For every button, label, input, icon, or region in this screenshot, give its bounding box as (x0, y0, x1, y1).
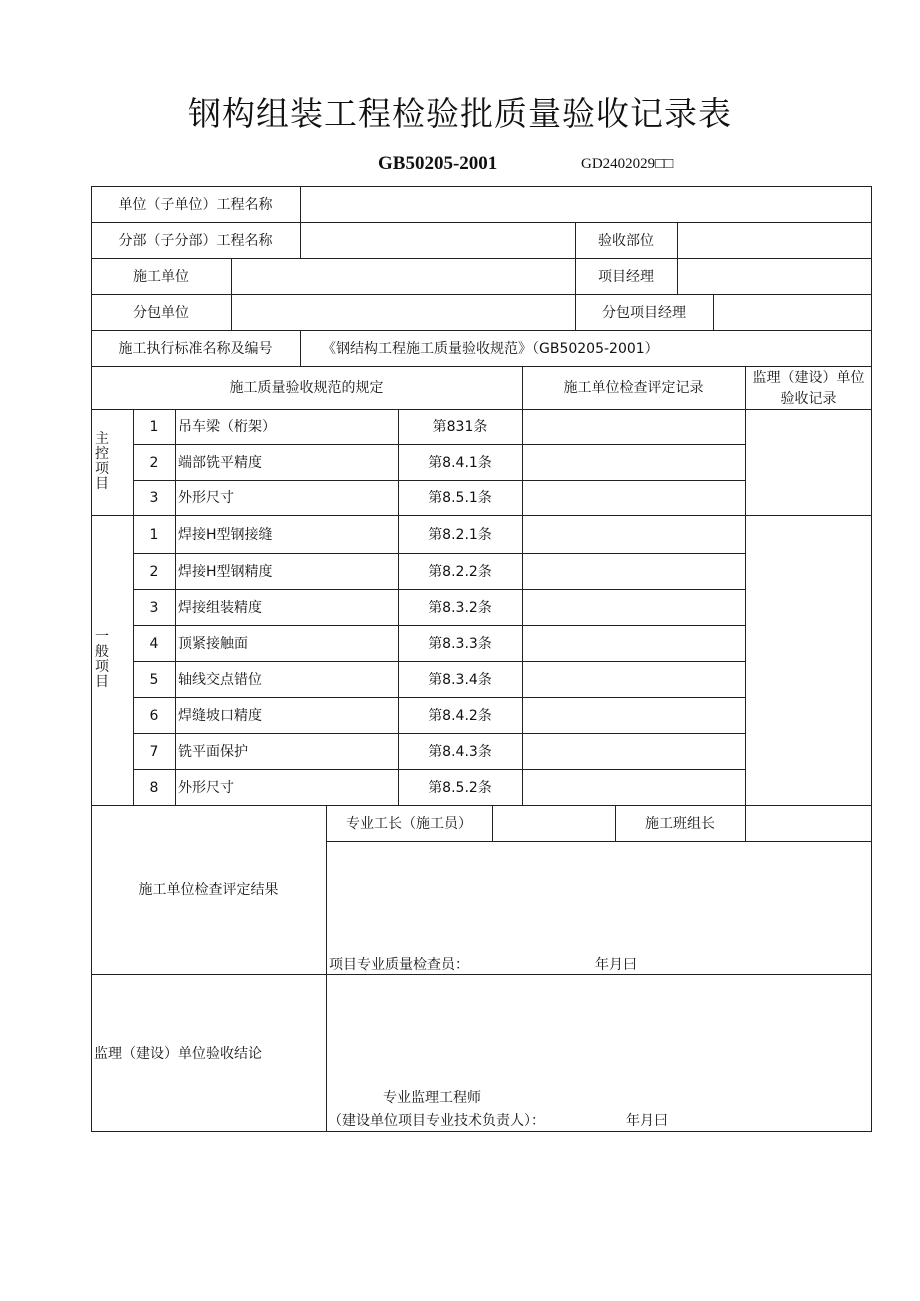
row-divider (133, 480, 746, 481)
row-divider (326, 841, 872, 842)
subcontractor-label: 分包单位 (133, 305, 189, 321)
project-name-label: 单位（子单位）工程名称 (118, 197, 273, 213)
row-number: 1 (149, 419, 159, 435)
col-divider (677, 222, 678, 294)
row-divider (91, 974, 872, 975)
row-clause: 第8.4.1条 (428, 455, 492, 471)
construction-result-label: 施工单位检查评定结果 (138, 882, 279, 898)
col-divider (175, 409, 176, 805)
standard-label: 施工执行标准名称及编号 (118, 341, 273, 357)
row-divider (91, 366, 872, 367)
row-divider (91, 294, 872, 295)
row-divider (133, 733, 746, 734)
col-divider (713, 294, 714, 330)
row-clause: 第831条 (432, 419, 488, 435)
page-title: 钢构组装工程检验批质量验收记录表 (188, 94, 732, 133)
row-divider (133, 625, 746, 626)
row-number: 1 (149, 527, 159, 543)
row-divider (91, 805, 872, 806)
supervision-engineer-label: 专业监理工程师 (383, 1090, 481, 1106)
col-divider (231, 258, 232, 330)
row-clause: 第8.3.4条 (428, 672, 492, 688)
row-number: 4 (149, 636, 159, 652)
subproject-label: 分部（子分部）工程名称 (118, 233, 273, 249)
row-number: 7 (149, 744, 159, 760)
row-item: 外形尺寸 (178, 490, 234, 506)
row-divider (91, 409, 872, 410)
row-divider (133, 589, 746, 590)
row-item: 顶紧接触面 (178, 636, 248, 652)
row-divider (133, 769, 746, 770)
col-divider (300, 222, 301, 258)
row-item: 外形尺寸 (178, 780, 234, 796)
row-number: 2 (149, 455, 159, 471)
project-manager-label: 项目经理 (598, 269, 654, 285)
row-clause: 第8.4.3条 (428, 744, 492, 760)
row-item: 吊车梁（桁架） (178, 419, 276, 435)
record-table (91, 186, 872, 1132)
construction-date-label: 年月曰 (595, 957, 637, 973)
row-clause: 第8.4.2条 (428, 708, 492, 724)
supervision-header-line1: 监理（建设）单位 (752, 370, 865, 386)
standard-value: 《钢结构工程施工质量验收规范》（GB50205-2001） (322, 341, 659, 357)
row-number: 8 (149, 780, 159, 796)
row-divider (91, 222, 872, 223)
row-item: 焊接H型钢接缝 (178, 527, 273, 543)
row-divider (91, 330, 872, 331)
col-divider (745, 805, 746, 841)
row-number: 3 (149, 600, 159, 616)
row-divider (133, 444, 746, 445)
row-item: 焊接组装精度 (178, 600, 262, 616)
row-divider (91, 515, 872, 516)
check-record-header: 施工单位检查评定记录 (563, 380, 704, 396)
acceptance-part-label: 验收部位 (598, 233, 654, 249)
row-clause: 第8.3.3条 (428, 636, 492, 652)
team-leader-label: 施工班组长 (645, 816, 715, 832)
col-divider (492, 805, 493, 841)
general-items-label: 一般项目 (95, 629, 109, 690)
row-divider (133, 697, 746, 698)
row-clause: 第8.2.2条 (428, 564, 492, 580)
row-clause: 第8.3.2条 (428, 600, 492, 616)
subcontract-pm-label: 分包项目经理 (602, 305, 686, 321)
construction-unit-label: 施工单位 (133, 269, 189, 285)
main-items-label: 主控项目 (95, 431, 109, 492)
row-divider (133, 553, 746, 554)
row-number: 5 (149, 672, 159, 688)
row-item: 轴线交点错位 (178, 672, 262, 688)
row-item: 焊缝坡口精度 (178, 708, 262, 724)
col-divider (326, 805, 327, 1132)
row-divider (133, 661, 746, 662)
row-number: 2 (149, 564, 159, 580)
supervision-date-label: 年月曰 (626, 1113, 668, 1129)
col-divider (300, 330, 301, 366)
supervision-result-label: 监理（建设）单位验收结论 (94, 1046, 262, 1062)
inspector-label: 项目专业质量检查员： (329, 957, 469, 973)
spec-column-header: 施工质量验收规范的规定 (229, 380, 384, 396)
supervision-header-line2: 验收记录 (780, 391, 837, 407)
col-divider (745, 366, 746, 805)
row-clause: 第8.5.2条 (428, 780, 492, 796)
row-number: 3 (149, 490, 159, 506)
owner-representative-label: （建设单位项目专业技术负责人）： (328, 1113, 545, 1129)
row-item: 铣平面保护 (178, 744, 248, 760)
row-divider (91, 258, 872, 259)
document-code: GD2402029□□ (581, 156, 674, 172)
row-item: 焊接H型钢精度 (178, 564, 273, 580)
row-clause: 第8.2.1条 (428, 527, 492, 543)
row-item: 端部铣平精度 (178, 455, 262, 471)
col-divider (522, 366, 523, 805)
foreman-label: 专业工长（施工员） (346, 816, 472, 832)
standard-code: GB50205-2001 (378, 153, 498, 174)
row-number: 6 (149, 708, 159, 724)
row-clause: 第8.5.1条 (428, 490, 492, 506)
col-divider (300, 186, 301, 222)
